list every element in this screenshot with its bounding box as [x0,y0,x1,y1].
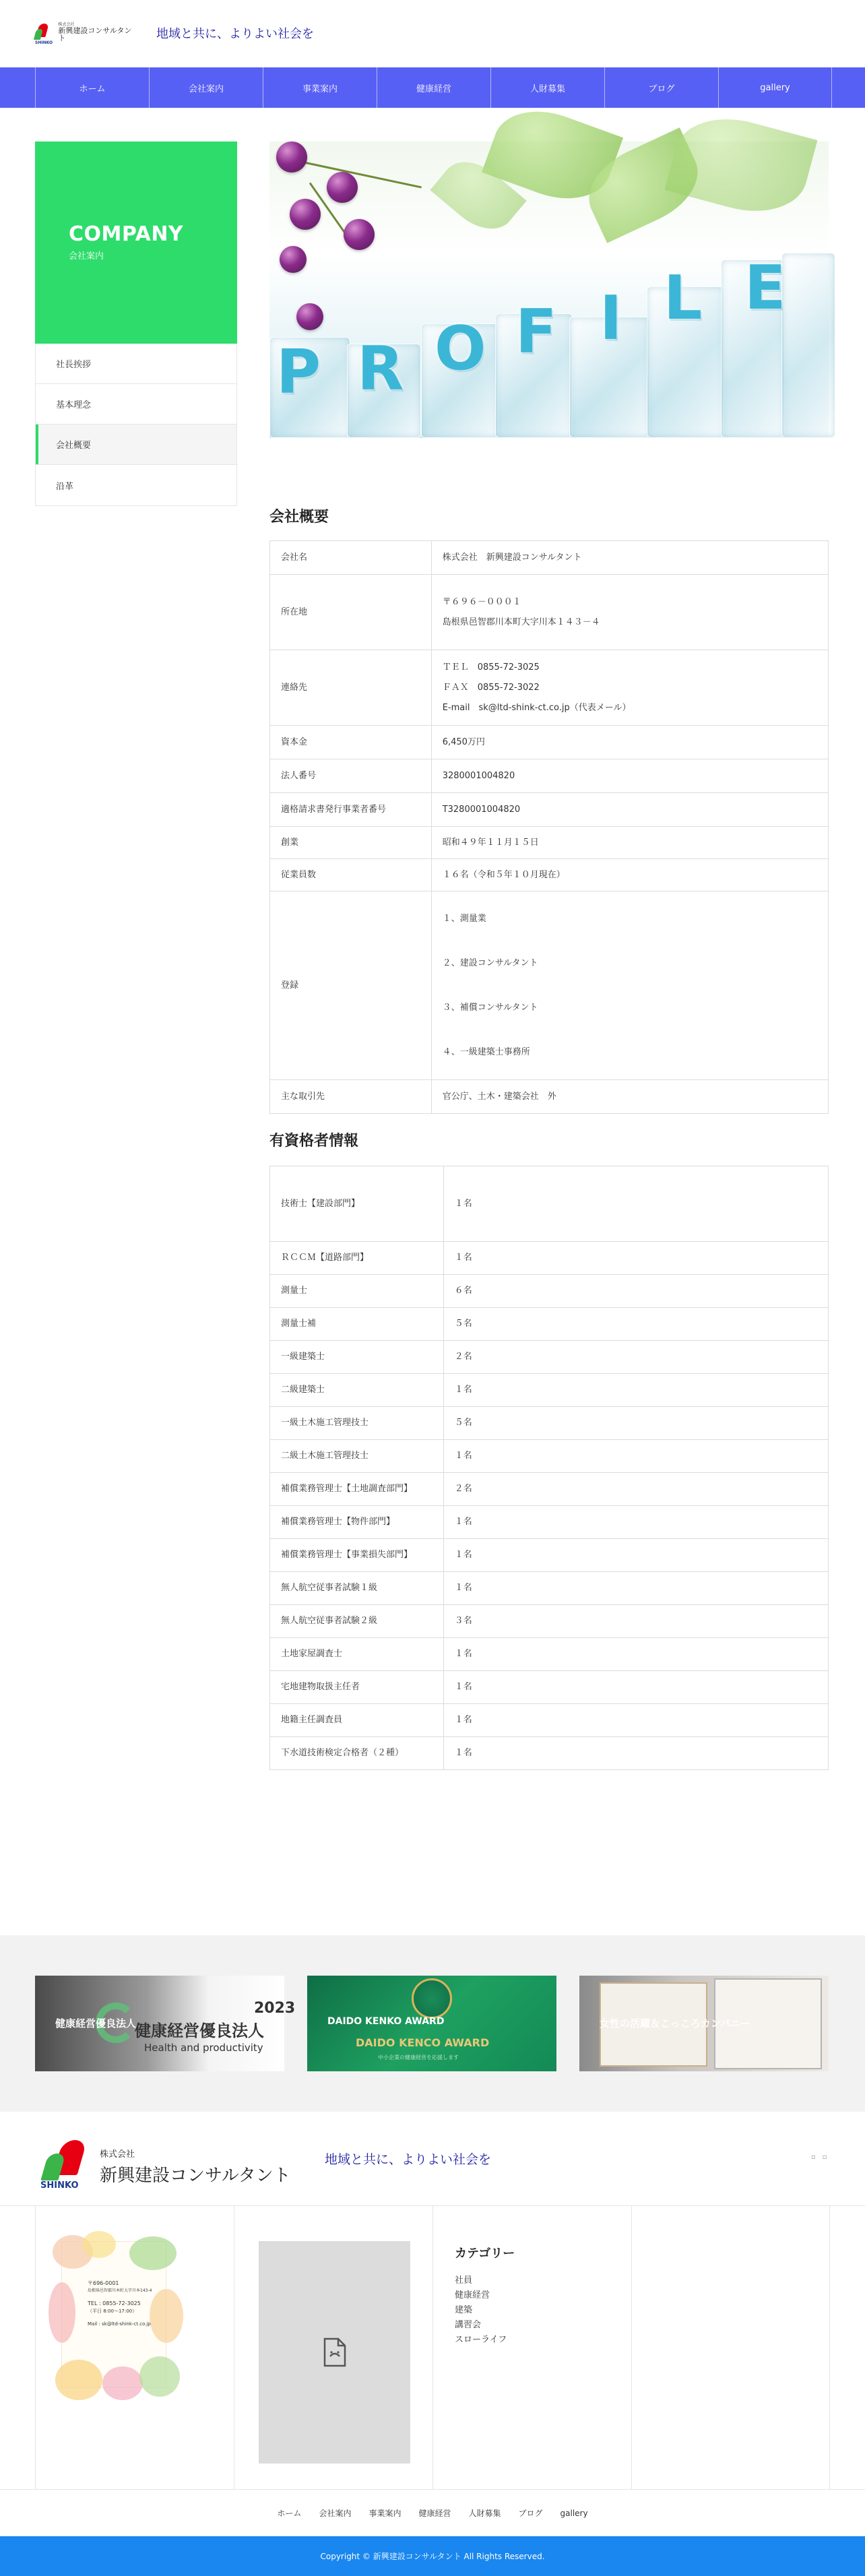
table-cell-value: １名 [443,1671,828,1704]
table-row [270,1341,829,1374]
table-cell-value: １名 [443,1506,828,1539]
footer-nav-blog[interactable]: ブログ [518,2509,543,2518]
registration-item: ３、補償コンサルタント [442,1002,538,1013]
sidebar-item-history[interactable]: 沿革 [36,465,236,505]
table-cell-value: 株式会社 新興建設コンサルタント [431,541,828,575]
contact-card-text [88,2280,152,2328]
contact-card-image [61,2241,166,2388]
banner-strip [0,1935,865,2112]
footer-widgets [35,2206,830,2489]
table-row [270,1407,829,1440]
table-cell-label: 適格請求書発行事業者番号 [270,793,432,827]
table-cell-value: １名 [443,1440,828,1473]
registration-item: ４、一級建築士事務所 [442,1046,530,1057]
qualifications-title: 有資格者情報 [269,1133,359,1150]
table-row [270,1638,829,1671]
table-cell-value: １名 [443,1374,828,1407]
table-row [270,1605,829,1638]
profile-banner-image [269,142,829,438]
table-cell-label: 土地家屋調査士 [270,1638,444,1671]
table-cell-label: 無人航空従事者試験１級 [270,1572,444,1605]
sidebar-hero [35,142,237,344]
table-row [270,726,829,759]
table-cell-label: 測量士補 [270,1308,444,1341]
table-row [270,1737,829,1770]
broken-image-icon [322,2337,348,2367]
footer-nav-gallery[interactable]: gallery [560,2508,588,2518]
footer-logo[interactable] [39,2137,295,2190]
profile-banner-letter: L [664,263,703,334]
qualifications-table [269,1166,829,1770]
table-cell-value: ６名 [443,1275,828,1308]
category-link[interactable]: 健康経営 [455,2290,490,2300]
table-cell-value: １名 [443,1638,828,1671]
banner-subtitle: Health and productivity [144,2042,263,2054]
copyright-bar [0,2536,865,2576]
banner-caption: 健康経営優良法人 [55,2017,137,2030]
logo-mark-text: SHINKO [35,40,53,45]
table-cell-label: 所在地 [270,575,432,650]
nav-item-recruit[interactable]: 人財募集 [490,67,604,108]
table-row [270,575,829,650]
table-cell-value: ２名 [443,1341,828,1374]
table-cell-label: 登録 [270,891,432,1080]
table-cell-label: 会社名 [270,541,432,575]
table-row [270,793,829,827]
nav-item-blog[interactable]: ブログ [604,67,718,108]
social-icon[interactable]: ▫ [822,2154,834,2161]
table-cell-value: １名 [443,1166,828,1242]
table-cell-label: 下水道技術検定合格者（２種） [270,1737,444,1770]
table-row [270,1572,829,1605]
table-row [270,1308,829,1341]
table-cell-label: 連絡先 [270,650,432,726]
footer-tagline: 地域と共に、よりよい社会を [325,2152,492,2167]
footer-top [0,2112,865,2206]
table-cell-value [431,650,828,726]
global-nav [0,67,865,108]
category-title: カテゴリー [455,2247,515,2261]
registration-item: １、測量業 [442,913,486,924]
footer-nav-recruit[interactable]: 人財募集 [468,2509,501,2518]
table-cell-label: 一級土木施工管理技士 [270,1407,444,1440]
address: 島根県邑智郡川本町大字川本１４３－４ [442,617,600,627]
table-cell-value: ２名 [443,1473,828,1506]
category-link[interactable]: 社員 [455,2275,473,2286]
table-cell-label: 法人番号 [270,759,432,793]
table-row [270,1704,829,1737]
footer-widget-empty [631,2206,830,2489]
card-zip: 〒696-0001 [88,2280,119,2286]
nav-item-health[interactable]: 健康経営 [377,67,490,108]
nav-item-home[interactable]: ホーム [35,67,149,108]
sidebar-subtitle: 会社案内 [69,251,104,261]
table-cell-label: ＲＣＣＭ【道路部門】 [270,1242,444,1275]
banner-award-title: DAIDO KENCO AWARD [356,2036,490,2049]
table-cell-value: 3280001004820 [431,759,828,793]
table-row [270,1374,829,1407]
banner-women-activity[interactable] [579,1976,829,2071]
table-row [270,859,829,891]
contact-tel: ＴＥＬ 0855-72-3025 [442,662,540,672]
table-row [270,1440,829,1473]
banner-title: 健康経営優良法人 [135,2021,264,2040]
profile-banner-letter: I [600,283,622,354]
banner-health-management[interactable] [35,1976,296,2071]
card-tel: TEL : 0855-72-3025 [88,2300,141,2306]
banner-daido-award[interactable] [307,1976,556,2071]
table-cell-label: 主な取引先 [270,1080,432,1114]
table-cell-label: 二級土木施工管理技士 [270,1440,444,1473]
table-row [270,759,829,793]
card-mail: Mail : sk@ltd-shink-ct.co.jp [88,2321,151,2327]
table-cell-label: 測量士 [270,1275,444,1308]
table-row [270,827,829,859]
table-row [270,1539,829,1572]
footer-logo-company-name: 新興建設コンサルタント [100,2166,291,2186]
table-cell-label: 資本金 [270,726,432,759]
table-cell-value: 6,450万円 [431,726,828,759]
sidebar [35,142,237,506]
table-cell-value: １名 [443,1737,828,1770]
site-logo[interactable] [35,22,135,43]
table-cell-label: 一級建築士 [270,1341,444,1374]
banner-caption: 女性の活躍＆こっころカンパニー [600,2017,750,2030]
footer-nav-company[interactable]: 会社案内 [319,2509,352,2518]
table-cell-value: ５名 [443,1407,828,1440]
table-cell-value: １名 [443,1242,828,1275]
table-cell-value: 昭和４９年１１月１５日 [431,827,828,859]
registration-item: ２、建設コンサルタント [442,957,538,968]
banner-caption: DAIDO KENKO AWARD [327,2016,445,2027]
card-address: 島根県邑智郡川本町大字川本143-4 [88,2288,152,2294]
footer-nav [0,2489,865,2536]
table-row [270,891,829,1080]
table-cell-label: 補償業務管理士【物件部門】 [270,1506,444,1539]
company-overview-title: 会社概要 [269,509,329,526]
table-cell-value: １名 [443,1539,828,1572]
nav-item-company[interactable]: 会社案内 [149,67,263,108]
table-cell-label: 補償業務管理士【事業損失部門】 [270,1539,444,1572]
footer-logo-company-type: 株式会社 [100,2149,135,2160]
category-link[interactable]: 建築 [455,2305,473,2315]
profile-banner-letter: O [435,313,486,384]
nav-item-business[interactable]: 事業案内 [263,67,377,108]
footer-nav-health[interactable]: 健康経営 [418,2509,451,2518]
table-row [270,1166,829,1242]
table-row [270,1473,829,1506]
table-cell-value: ５名 [443,1308,828,1341]
table-cell-label: 無人航空従事者試験２級 [270,1605,444,1638]
profile-banner-letter: E [744,253,786,323]
footer-logo-mark-text: SHINKO [40,2180,79,2191]
sidebar-item-overview[interactable]: 会社概要 [36,425,236,465]
table-cell-label: 宅地建物取扱主任者 [270,1671,444,1704]
table-cell-label: 地籍主任調査員 [270,1704,444,1737]
sidebar-item-greeting[interactable]: 社長挨拶 [36,344,236,384]
nav-item-gallery[interactable]: gallery [718,67,832,108]
table-cell-value [431,575,828,650]
category-list [455,2273,507,2348]
header-tagline: 地域と共に、よりよい社会を [156,27,314,41]
logo-company-type: 株式会社 [58,22,75,27]
footer-social-links[interactable] [811,2154,834,2161]
table-cell-value: １名 [443,1704,828,1737]
card-hours: （平日 8:00〜17:00） [88,2308,137,2315]
postal-code: 〒６９６－０００１ [442,596,521,607]
social-icon[interactable]: ▫ [811,2154,823,2161]
banner-year: 2023 [254,2000,296,2017]
table-cell-label: 創業 [270,827,432,859]
table-cell-label: 二級建築士 [270,1374,444,1407]
table-row [270,1275,829,1308]
footer-widget-categories [433,2206,631,2489]
site-header [0,0,865,67]
image-placeholder [259,2241,410,2463]
table-cell-label: 従業員数 [270,859,432,891]
table-row [270,541,829,575]
table-cell-label: 補償業務管理士【土地調査部門】 [270,1473,444,1506]
table-cell-value: １６名（令和５年１０月現在） [431,859,828,891]
contact-fax: ＦＡＸ 0855-72-3022 [442,682,540,693]
table-row [270,650,829,726]
profile-banner-letter: P [276,337,321,408]
copyright-text: Copyright © 新興建設コンサルタント All Rights Reserved. [320,2552,545,2561]
table-cell-value: 官公庁、土木・建築会社 外 [431,1080,828,1114]
main-content [269,142,829,1758]
footer-nav-business[interactable]: 事業案内 [369,2509,402,2518]
contact-email[interactable]: E-mail sk@ltd-shink-ct.co.jp（代表メール） [442,702,631,713]
profile-banner-letter: F [515,296,557,367]
table-cell-value: T3280001004820 [431,793,828,827]
category-link[interactable]: 講習会 [455,2320,482,2330]
sidebar-title: COMPANY [69,222,184,246]
profile-banner-letter: R [357,334,404,404]
table-cell-value: １名 [443,1572,828,1605]
footer-nav-home[interactable]: ホーム [277,2509,302,2518]
logo-company-name: 新興建設コンサルタント [58,26,132,42]
sidebar-item-philosophy[interactable]: 基本理念 [36,384,236,425]
table-row [270,1506,829,1539]
table-cell-value [431,891,828,1080]
sidebar-menu [35,344,237,506]
banner-award-subtitle: 中小企業の健康経営を応援します [378,2054,459,2061]
table-row [270,1671,829,1704]
logo-mark-icon [35,22,54,45]
table-row [270,1080,829,1114]
footer-widget-contact [35,2206,234,2489]
footer-widget-image [234,2206,433,2489]
table-cell-value: ３名 [443,1605,828,1638]
award-medal-icon [412,1978,452,2019]
company-overview-table [269,540,829,1114]
category-link[interactable]: スローライフ [455,2335,507,2345]
table-row [270,1242,829,1275]
table-cell-label: 技術士【建設部門】 [270,1166,444,1242]
